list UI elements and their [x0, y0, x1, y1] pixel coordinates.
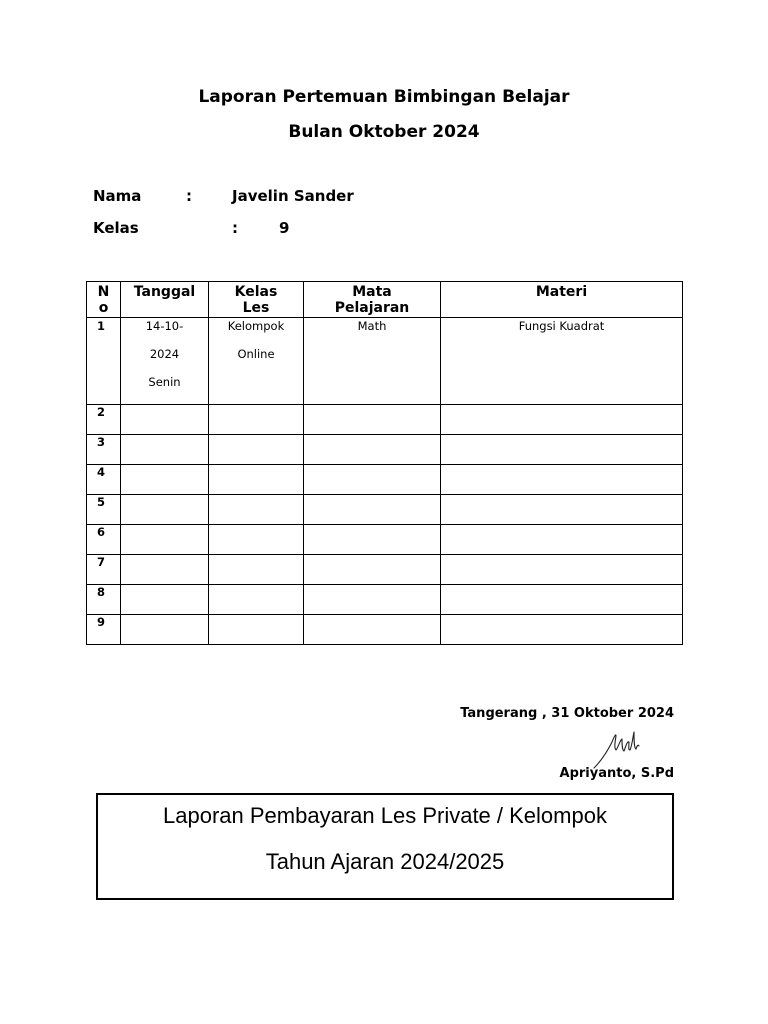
table-row — [87, 585, 683, 615]
row-tanggal-line2: 2024 — [149, 347, 180, 361]
row-number: 7 — [87, 555, 121, 585]
row-number: 2 — [87, 405, 121, 435]
table-row — [87, 465, 683, 495]
row-number: 4 — [87, 465, 121, 495]
header-mata-pelajaran-line2: Pelajaran — [334, 300, 410, 316]
table-header-row — [87, 282, 683, 318]
header-mata-pelajaran-line1: Mata — [352, 284, 392, 300]
row-number: 1 — [87, 318, 121, 405]
row-kelas-les-line1: Kelompok — [227, 319, 285, 333]
header-no — [87, 282, 121, 318]
row-kelas-les — [209, 405, 304, 435]
table-row — [87, 615, 683, 645]
table-row — [87, 435, 683, 465]
table-row — [87, 318, 683, 405]
header-materi: Materi — [441, 282, 683, 318]
place-date: Tangerang , 31 Oktober 2024 — [460, 706, 674, 721]
name-colon: : — [186, 187, 192, 205]
row-materi — [441, 435, 683, 465]
meeting-report-table — [86, 281, 683, 645]
row-kelas-les — [209, 435, 304, 465]
class-colon: : — [232, 219, 238, 237]
row-materi: Fungsi Kuadrat — [441, 318, 683, 405]
name-label: Nama — [93, 187, 142, 205]
header-kelas-les — [209, 282, 304, 318]
table-row — [87, 495, 683, 525]
payment-box-subtitle: Tahun Ajaran 2024/2025 — [265, 849, 505, 874]
table-row — [87, 555, 683, 585]
name-value: Javelin Sander — [232, 187, 354, 205]
signer-name: Apriyanto, S.Pd — [559, 766, 674, 781]
row-tanggal-line3: Senin — [148, 375, 181, 389]
row-tanggal — [121, 555, 209, 585]
payment-box-title: Laporan Pembayaran Les Private / Kelompok — [163, 803, 607, 828]
row-materi — [441, 495, 683, 525]
row-mata-pelajaran: Math — [304, 318, 441, 405]
row-kelas-les-line2: Online — [237, 347, 275, 361]
row-tanggal — [121, 405, 209, 435]
row-number: 6 — [87, 525, 121, 555]
row-mata-pelajaran — [304, 405, 441, 435]
header-kelas-les-line2: Les — [242, 300, 270, 316]
row-tanggal — [121, 525, 209, 555]
row-kelas-les — [209, 318, 304, 405]
row-number: 5 — [87, 495, 121, 525]
row-tanggal — [121, 585, 209, 615]
header-mata-pelajaran — [304, 282, 441, 318]
row-materi — [441, 585, 683, 615]
row-materi — [441, 405, 683, 435]
row-materi — [441, 525, 683, 555]
row-mata-pelajaran — [304, 585, 441, 615]
row-mata-pelajaran — [304, 435, 441, 465]
row-kelas-les — [209, 495, 304, 525]
header-no-line1: N — [97, 284, 110, 300]
class-label: Kelas — [93, 219, 139, 237]
payment-report-box — [96, 793, 674, 900]
row-kelas-les — [209, 615, 304, 645]
row-number: 3 — [87, 435, 121, 465]
row-mata-pelajaran — [304, 495, 441, 525]
row-mata-pelajaran — [304, 615, 441, 645]
row-kelas-les — [209, 555, 304, 585]
document-title: Laporan Pertemuan Bimbingan Belajar — [198, 87, 570, 107]
row-number: 8 — [87, 585, 121, 615]
header-kelas-les-line1: Kelas — [234, 284, 278, 300]
row-mata-pelajaran — [304, 465, 441, 495]
row-kelas-les — [209, 525, 304, 555]
row-materi — [441, 465, 683, 495]
document-subtitle: Bulan Oktober 2024 — [288, 122, 480, 142]
row-tanggal-line1: 14-10- — [145, 319, 184, 333]
row-number: 9 — [87, 615, 121, 645]
table-row — [87, 405, 683, 435]
row-tanggal — [121, 615, 209, 645]
row-mata-pelajaran — [304, 525, 441, 555]
row-kelas-les — [209, 585, 304, 615]
row-kelas-les — [209, 465, 304, 495]
header-no-line2: o — [98, 300, 109, 316]
row-tanggal — [121, 318, 209, 405]
signature-mark — [592, 724, 642, 770]
row-tanggal — [121, 465, 209, 495]
table-row — [87, 525, 683, 555]
row-materi — [441, 555, 683, 585]
row-tanggal — [121, 435, 209, 465]
header-tanggal: Tanggal — [121, 282, 209, 318]
class-value: 9 — [279, 219, 290, 237]
row-materi — [441, 615, 683, 645]
row-tanggal — [121, 495, 209, 525]
row-mata-pelajaran — [304, 555, 441, 585]
